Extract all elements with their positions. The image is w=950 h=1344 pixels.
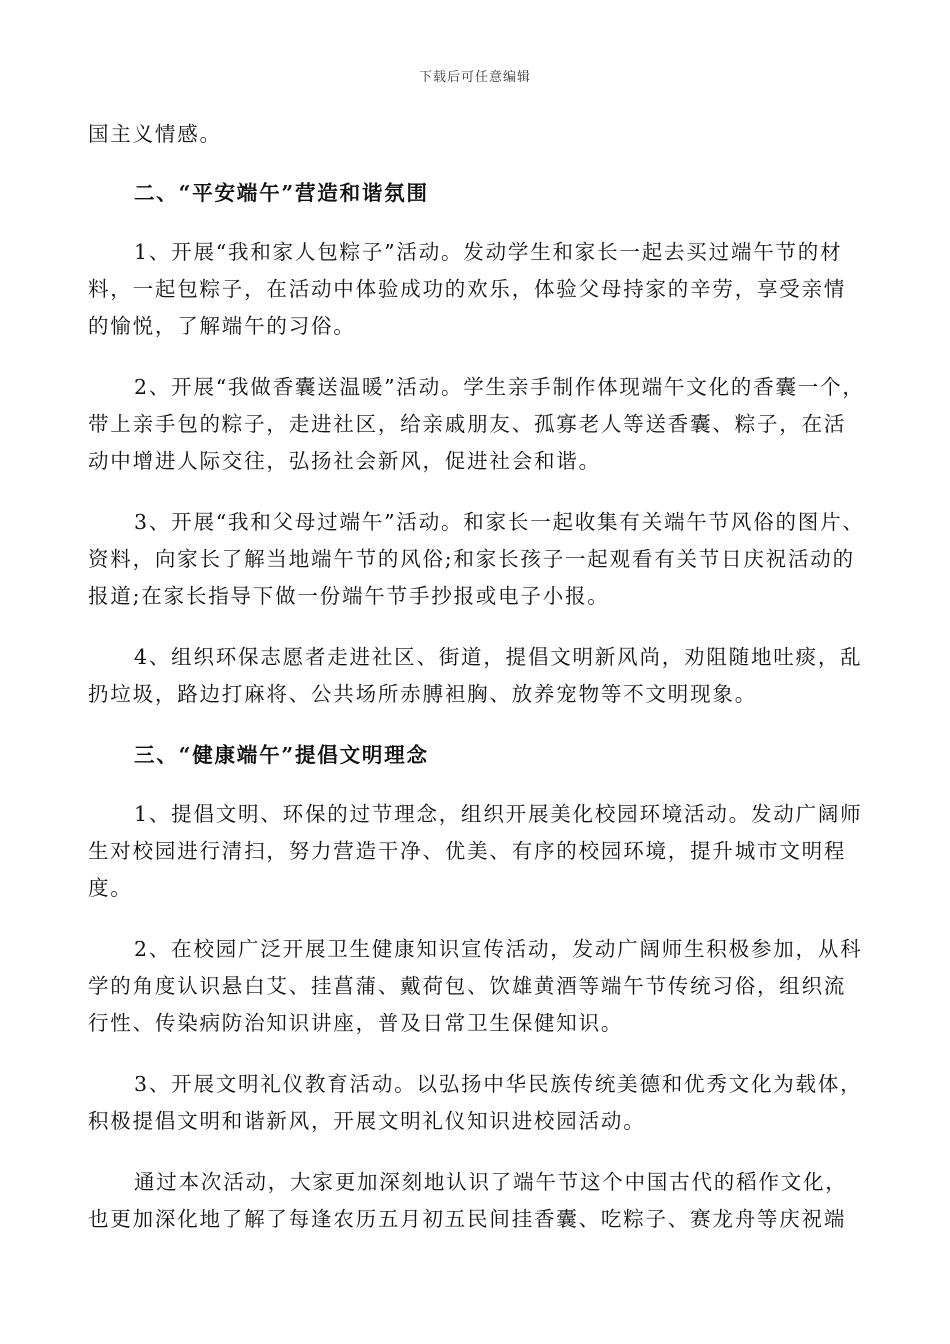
paragraph-line: 1、提倡文明、环保的过节理念，组织开展美化校园环境活动。发动广阔师 — [134, 802, 863, 826]
paragraph-line: 1、开展“我和家人包粽子”活动。发动学生和家长一起去买过端午节的材 — [134, 240, 843, 264]
paragraph-line: 通过本次活动，大家更加深刻地认识了端午节这个中国古代的稻作文化， — [134, 1170, 848, 1194]
document-body — [88, 116, 865, 1238]
paragraph-line: 动中增进人际交往，弘扬社会新风，促进社会和谐。 — [88, 449, 601, 473]
page-header-note: 下载后可任意编辑 — [418, 70, 531, 85]
section-heading: 三、“健康端午”提倡文明理念 — [134, 743, 429, 767]
paragraph-line: 生对校园进行清扫，努力营造干净、优美、有序的校园环境，提升城市文明程 — [88, 839, 847, 863]
paragraph — [88, 1066, 863, 1140]
paragraph-line: 3、开展“我和父母过端午”活动。和家长一起收集有关端午节风俗的图片、 — [134, 510, 865, 534]
paragraph — [88, 1164, 858, 1238]
paragraph-line: 的愉悦，了解端午的习俗。 — [88, 314, 356, 338]
paragraph-line: 料，一起包粽子，在活动中体验成功的欢乐，体验父母持家的辛劳，享受亲情 — [88, 277, 847, 301]
paragraph-line: 积极提倡文明和谐新风，开展文明礼仪知识进校园活动。 — [88, 1109, 646, 1133]
paragraph-line: 3、开展文明礼仪教育活动。以弘扬中华民族传统美德和优秀文化为载体， — [134, 1072, 863, 1096]
paragraph-line: 带上亲手包的粽子，走进社区，给亲戚朋友、孤寡老人等送香囊、粽子，在活 — [88, 412, 847, 436]
paragraph-line: 国主义情感。 — [88, 122, 222, 146]
paragraph — [88, 931, 863, 1042]
paragraph-line: 度。 — [88, 876, 133, 900]
paragraph-line: 扔垃圾，路边打麻将、公共场所赤膊袒胸、放养宠物等不文明现象。 — [88, 682, 757, 706]
paragraph — [88, 639, 863, 713]
paragraph-line: 2、开展“我做香囊送温暖”活动。学生亲手制作体现端午文化的香囊一个， — [134, 375, 865, 399]
paragraph — [88, 369, 865, 480]
paragraph-line: 2、在校园广泛开展卫生健康知识宣传活动，发动广阔师生积极参加，从科 — [134, 937, 863, 961]
paragraph — [88, 504, 865, 615]
paragraph-line: 4、组织环保志愿者走进社区、街道，提倡文明新风尚，劝阻随地吐痰，乱 — [134, 645, 863, 669]
paragraph-line: 学的角度认识悬白艾、挂菖蒲、戴荷包、饮雄黄酒等端午节传统习俗，组织流 — [88, 974, 847, 998]
section-heading: 二、“平安端午”营造和谐氛围 — [134, 181, 429, 205]
paragraph-line: 资料，向家长了解当地端午节的风俗;和家长孩子一起观看有关节日庆祝活动的 — [88, 547, 855, 571]
paragraph-line: 也更加深化地了解了每逢农历五月初五民间挂香囊、吃粽子、赛龙舟等庆祝端 — [88, 1207, 847, 1231]
paragraph-line: 行性、传染病防治知识讲座，普及日常卫生保健知识。 — [88, 1011, 624, 1035]
paragraph — [88, 234, 858, 345]
paragraph — [88, 796, 863, 907]
paragraph-line: 报道;在家长指导下做一份端午节手抄报或电子小报。 — [88, 584, 610, 608]
